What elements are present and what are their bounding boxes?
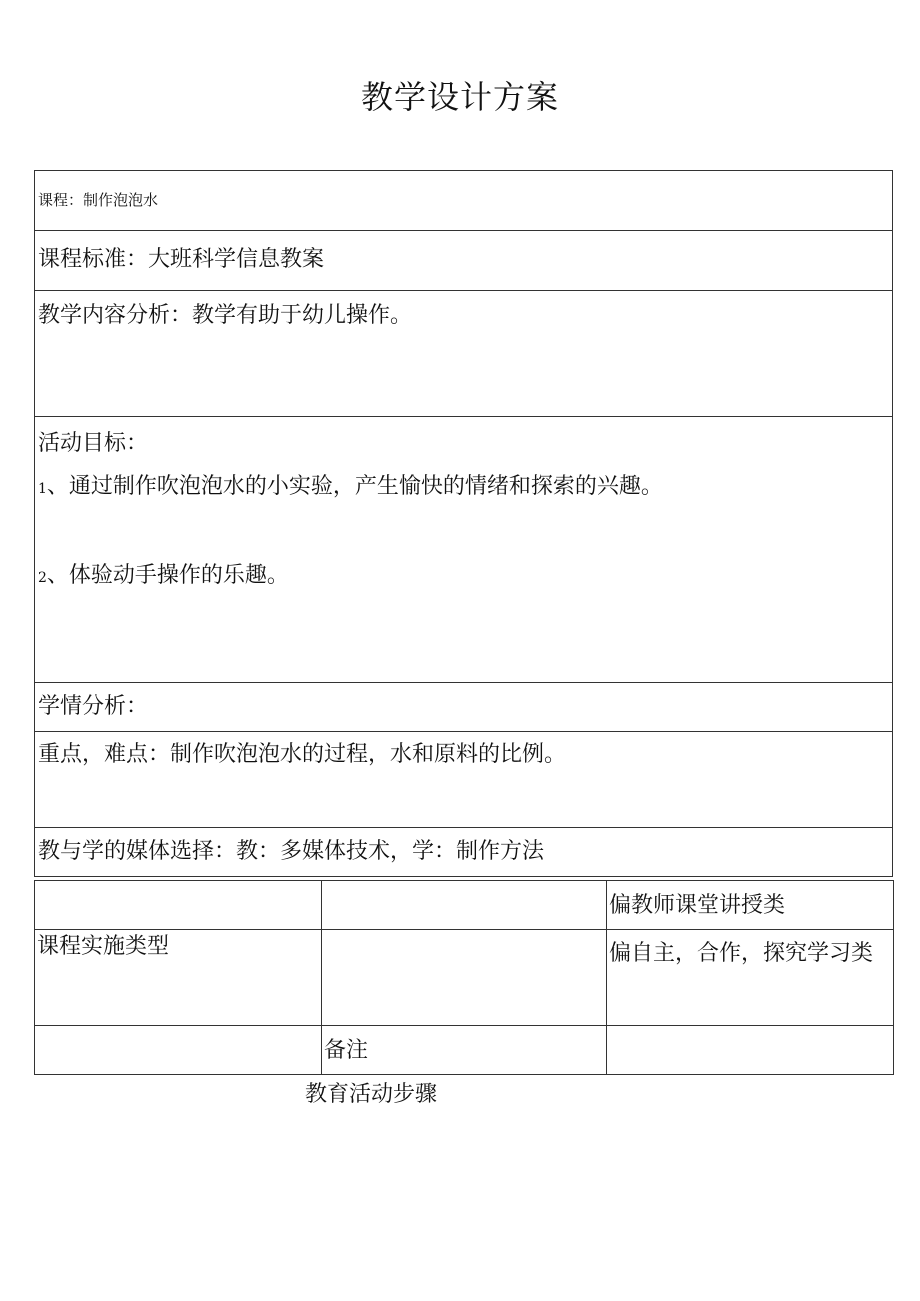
table-row (35, 1026, 894, 1075)
table-row (35, 171, 893, 231)
learner-analysis-cell: 学情分析： (35, 683, 893, 732)
table-row (35, 828, 893, 877)
key-points-cell: 重点，难点：制作吹泡泡水的过程，水和原料的比例。 (35, 732, 893, 828)
table-row (35, 683, 893, 732)
table-row (35, 930, 894, 1026)
table-row (35, 881, 894, 930)
goal-number: 1 (38, 480, 47, 497)
course-cell: 课程：制作泡泡水 (35, 171, 893, 231)
page-title: 教学设计方案 (360, 78, 559, 116)
option-teacher-cell: 偏教师课堂讲授类 (607, 881, 894, 930)
steps-title: 教育活动步骤 (305, 1082, 438, 1107)
goal-text: 、体验动手操作的乐趣。 (46, 562, 289, 588)
impl-type-label: 课程实施类型 (35, 930, 322, 1026)
standard-cell: 课程标准：大班科学信息教案 (35, 231, 893, 291)
media-cell: 教与学的媒体选择：教：多媒体技术，学：制作方法 (35, 828, 893, 877)
content-analysis-cell: 教学内容分析：教学有助于幼儿操作。 (35, 291, 893, 417)
table-row (35, 291, 893, 417)
goal-number: 2 (38, 569, 47, 586)
note-label-cell: 备注 (322, 1026, 607, 1075)
goals-cell (35, 417, 893, 683)
option-self-cell: 偏自主，合作，探究学习类 (607, 930, 894, 1026)
goals-heading: 活动目标： (38, 431, 149, 456)
table-row (35, 417, 893, 683)
implementation-table (34, 880, 894, 1075)
note-value-cell (607, 1026, 894, 1075)
table-row (35, 231, 893, 291)
goal-item (38, 472, 892, 503)
goal-text: 、通过制作吹泡泡水的小实验，产生愉快的情绪和探索的兴趣。 (46, 473, 663, 499)
empty-cell (35, 881, 322, 930)
table-row (35, 732, 893, 828)
empty-cell (322, 881, 607, 930)
empty-cell (322, 930, 607, 1026)
goal-item (38, 561, 892, 592)
lesson-plan-table (34, 170, 893, 877)
empty-cell (35, 1026, 322, 1075)
